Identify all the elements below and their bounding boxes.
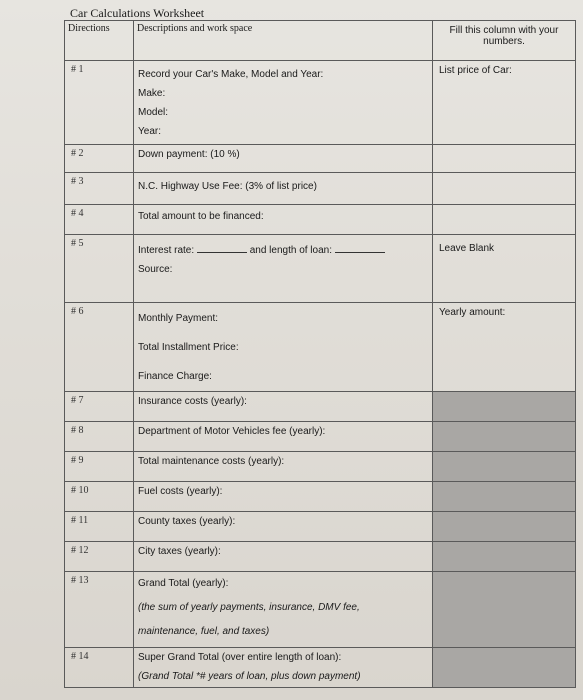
worksheet-title: Car Calculations Worksheet: [70, 6, 205, 20]
description-line: Fuel costs (yearly):: [138, 486, 223, 497]
row-number: # 10: [65, 482, 134, 512]
value-cell[interactable]: [433, 422, 576, 452]
description-line: Total maintenance costs (yearly):: [138, 456, 285, 467]
header-descriptions: Descriptions and work space: [134, 21, 433, 61]
table-row: [65, 145, 576, 173]
description-line: Total Installment Price:: [138, 342, 239, 353]
row-number: # 3: [65, 173, 134, 205]
table-row: [65, 61, 576, 145]
description-cell[interactable]: [134, 422, 433, 452]
source-line: Source:: [138, 264, 173, 275]
description-line: Grand Total (yearly):: [138, 578, 229, 589]
description-cell[interactable]: [134, 648, 433, 688]
table-row: [65, 452, 576, 482]
header-directions: Directions: [65, 21, 134, 61]
description-cell[interactable]: [134, 452, 433, 482]
description-cell[interactable]: [134, 61, 433, 145]
description-note: (Grand Total *# years of loan, plus down payment): [138, 671, 361, 682]
list-price-cell[interactable]: List price of Car:: [433, 61, 576, 145]
description-line: Down payment: (10 %): [138, 149, 240, 160]
table-row: [65, 542, 576, 572]
interest-rate-blank[interactable]: [197, 243, 247, 253]
description-cell[interactable]: [134, 392, 433, 422]
table-row: [65, 205, 576, 235]
interest-rate-label: Interest rate:: [138, 245, 195, 256]
description-line: Department of Motor Vehicles fee (yearly):: [138, 426, 326, 437]
table-row: [65, 303, 576, 392]
value-cell[interactable]: [433, 392, 576, 422]
description-cell[interactable]: [134, 205, 433, 235]
row-number: # 5: [65, 235, 134, 303]
description-cell[interactable]: [134, 303, 433, 392]
row-number: # 4: [65, 205, 134, 235]
table-row: [65, 422, 576, 452]
header-row: [65, 21, 576, 61]
description-line: Record your Car's Make, Model and Year:: [138, 69, 324, 80]
table-row: [65, 512, 576, 542]
description-line: City taxes (yearly):: [138, 546, 221, 557]
description-line: Total amount to be financed:: [138, 211, 264, 222]
description-note: (the sum of yearly payments, insurance, DMV fee,: [138, 602, 360, 613]
value-cell[interactable]: [433, 145, 576, 173]
description-line: Model:: [138, 107, 169, 118]
description-line: Super Grand Total (over entire length of loan):: [138, 652, 342, 663]
description-cell[interactable]: [134, 542, 433, 572]
value-cell[interactable]: [433, 173, 576, 205]
value-cell[interactable]: [433, 572, 576, 648]
table-row: [65, 482, 576, 512]
description-line: N.C. Highway Use Fee: (3% of list price): [138, 181, 317, 192]
row-number: # 11: [65, 512, 134, 542]
header-your-numbers: Fill this column with your numbers.: [433, 21, 576, 61]
table-row: [65, 572, 576, 648]
yearly-amount-cell[interactable]: Yearly amount:: [433, 303, 576, 392]
loan-length-label: and length of loan:: [249, 245, 332, 256]
description-line: Make:: [138, 88, 166, 99]
row-number: # 8: [65, 422, 134, 452]
table-row: [65, 235, 576, 303]
row-number: # 14: [65, 648, 134, 688]
value-cell[interactable]: [433, 512, 576, 542]
interest-line: [134, 241, 432, 260]
row-number: # 7: [65, 392, 134, 422]
value-cell[interactable]: [433, 648, 576, 688]
description-cell[interactable]: [134, 173, 433, 205]
loan-length-blank[interactable]: [335, 243, 385, 253]
description-cell[interactable]: [134, 512, 433, 542]
row-number: # 12: [65, 542, 134, 572]
value-cell[interactable]: [433, 482, 576, 512]
description-line: Year:: [138, 126, 161, 137]
description-line: Finance Charge:: [138, 371, 212, 382]
description-line: County taxes (yearly):: [138, 516, 236, 527]
row-number: # 13: [65, 572, 134, 648]
row-number: # 6: [65, 303, 134, 392]
description-cell[interactable]: [134, 235, 433, 303]
value-cell[interactable]: [433, 452, 576, 482]
description-cell[interactable]: [134, 572, 433, 648]
table-row: [65, 392, 576, 422]
description-cell[interactable]: [134, 145, 433, 173]
leave-blank-cell: Leave Blank: [433, 235, 576, 303]
description-cell[interactable]: [134, 482, 433, 512]
description-note: maintenance, fuel, and taxes): [138, 626, 270, 637]
worksheet-table: [64, 20, 576, 688]
value-cell[interactable]: [433, 542, 576, 572]
table-row: [65, 173, 576, 205]
row-number: # 9: [65, 452, 134, 482]
description-line: Monthly Payment:: [138, 313, 219, 324]
table-row: [65, 648, 576, 688]
row-number: # 2: [65, 145, 134, 173]
description-line: Insurance costs (yearly):: [138, 396, 247, 407]
value-cell[interactable]: [433, 205, 576, 235]
row-number: # 1: [65, 61, 134, 145]
